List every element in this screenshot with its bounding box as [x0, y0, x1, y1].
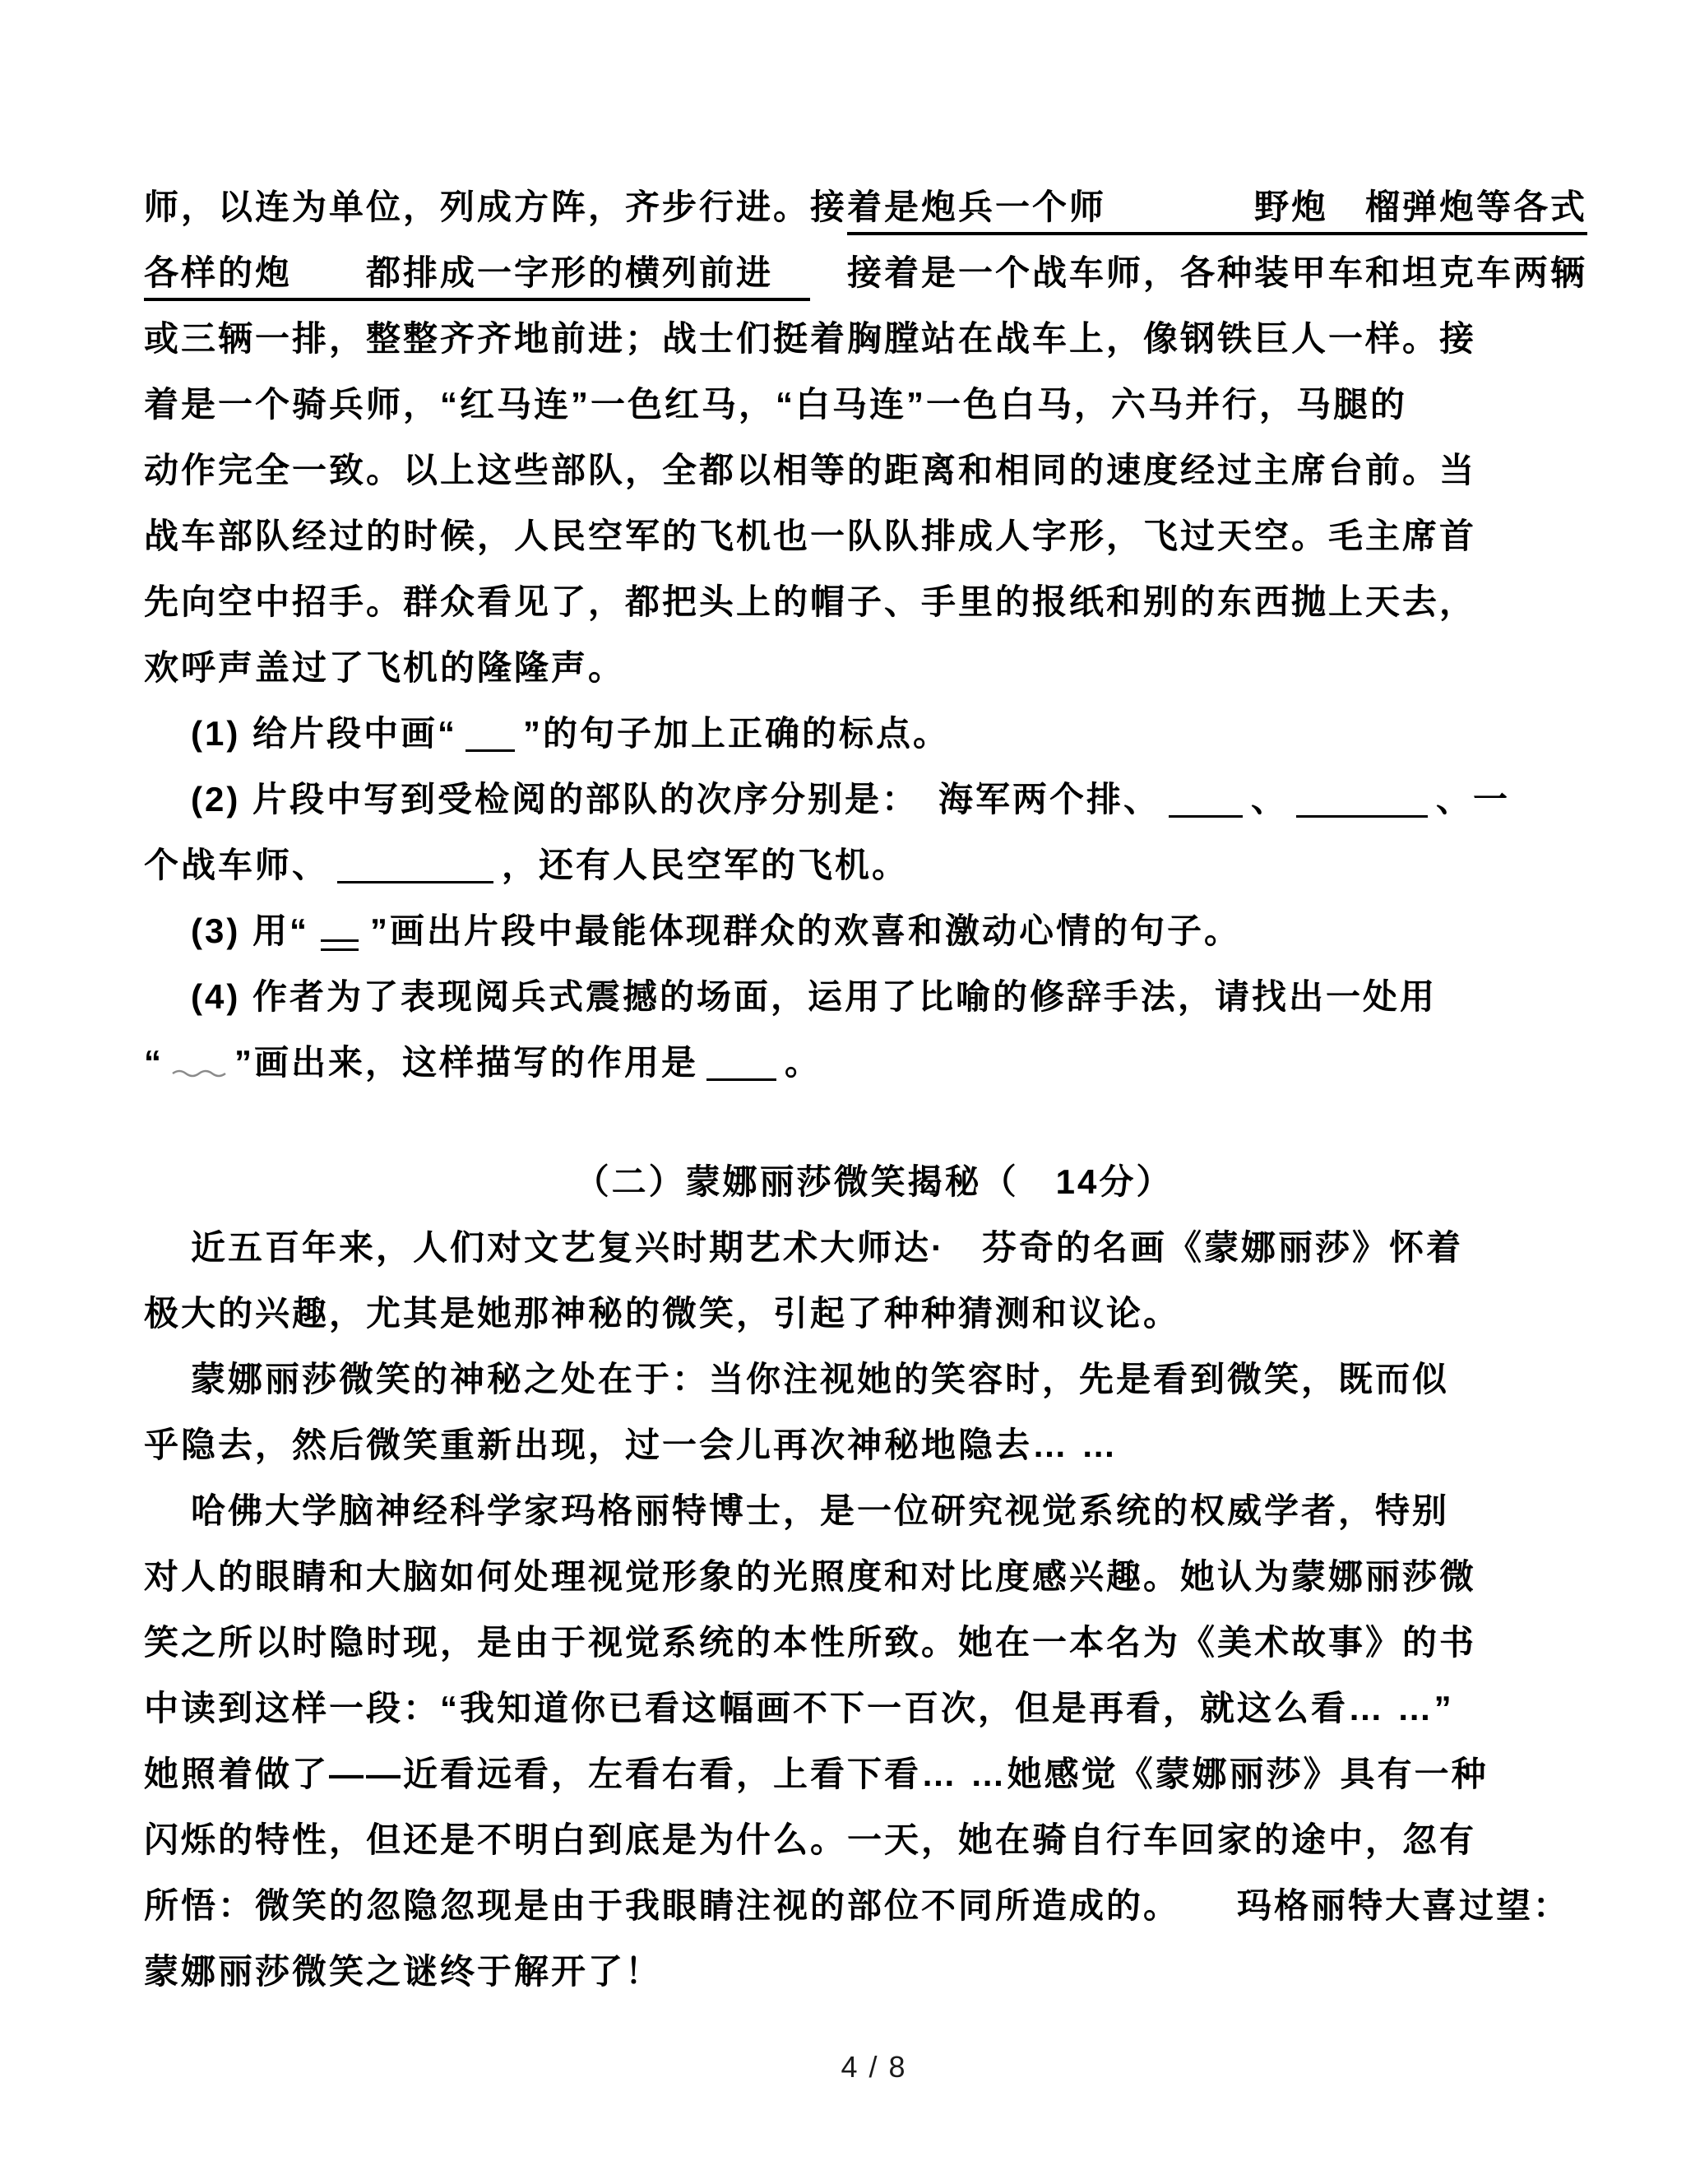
passage2-line: 蒙娜丽莎微笑之谜终于解开了！: [144, 1952, 663, 1991]
passage2-line: 极大的兴趣，尤其是她那神秘的微笑，引起了种种猜测和议论。: [144, 1294, 1181, 1333]
passage-line: [144, 174, 1604, 240]
question-text: “: [144, 1043, 164, 1082]
question-text: 个战车师、: [144, 846, 330, 884]
passage-text: 师，以连为单位，列成方阵，齐步行进。接: [144, 188, 848, 226]
passage2-line: 对人的眼睛和大脑如何处理视觉形象的光照度和对比度感兴趣。她认为蒙娜丽莎微: [144, 1557, 1477, 1596]
passage-line: 或三辆一排，整整齐齐地前进；战士们挺着胸膛站在战车上，像钢铁巨人一样。接: [144, 319, 1477, 358]
question-text: 、: [1436, 780, 1474, 818]
question-2: [144, 767, 1604, 832]
answer-blank: [337, 856, 493, 883]
question-text: 、: [1251, 780, 1289, 818]
question-2-continued: [144, 832, 1604, 898]
wavy-line-mark: [172, 1035, 226, 1101]
passage2-line: 近五百年来，人们对文艺复兴时期艺术大师达· 芬奇的名画《蒙娜丽莎》怀着: [191, 1228, 1463, 1267]
passage-line: 欢呼声盖过了飞机的隆隆声。: [144, 648, 626, 687]
passage-text: 接着是一个战车师，各种装甲车和坦克车两辆: [810, 253, 1588, 292]
section-heading: （二）蒙娜丽莎微笑揭秘（ 14分）: [574, 1162, 1174, 1201]
answer-blank: [466, 725, 515, 752]
question-text: ”画出片段中最能体现群众的欢喜和激动心情的句子。: [370, 911, 1242, 950]
question-text: (3) 用“: [191, 911, 310, 950]
passage2-line: 笑之所以时隐时现，是由于视觉系统的本性所致。她在一本名为《美术故事》的书: [144, 1623, 1477, 1662]
question-4-continued: [144, 1030, 1604, 1096]
answer-blank: [706, 1054, 776, 1081]
underlined-sentence: 各样的炮 都排成一字形的横列前进: [144, 253, 810, 301]
passage2-line: 所悟：微笑的忽隐忽现是由于我眼睛注视的部位不同所造成的。 玛格丽特大喜过望：: [144, 1886, 1571, 1925]
question-text: ”的句子加上正确的标点。: [523, 714, 951, 753]
double-line-mark: [321, 939, 359, 951]
question-text: ，还有人民空军的飞机。: [502, 846, 910, 884]
question-text: (2) 片段中写到受检阅的部队的次序分别是： 海军两个排、: [191, 780, 1161, 818]
passage2-line: 哈佛大学脑神经科学家玛格丽特博士，是一位研究视觉系统的权威学者，特别: [191, 1491, 1450, 1530]
passage2-line: 闪烁的特性，但还是不明白到底是为什么。一天，她在骑自行车回家的途中，忽有: [144, 1820, 1477, 1859]
passage2-line: 她照着做了——近看远看，左看右看，上看下看… …她感觉《蒙娜丽莎》具有一种: [144, 1755, 1489, 1793]
page-number: 4 / 8: [841, 2050, 907, 2084]
question-1: [144, 701, 1604, 767]
question-4: (4) 作者为了表现阅兵式震撼的场面，运用了比喻的修辞手法，请找出一处用: [191, 977, 1438, 1016]
passage-line: 着是一个骑兵师，“红马连”一色红马，“白马连”一色白马，六马并行，马腿的: [144, 385, 1408, 424]
answer-blank: [1296, 791, 1428, 818]
question-text: (1) 给片段中画“: [191, 714, 458, 753]
question-3: [144, 898, 1604, 964]
passage-line: [144, 240, 1604, 306]
passage2-line: 蒙娜丽莎微笑的神秘之处在于：当你注视她的笑容时，先是看到微笑，既而似: [191, 1360, 1450, 1398]
passage2-line: 乎隐去，然后微笑重新出现，过一会儿再次神秘地隐去… …: [144, 1426, 1119, 1464]
answer-blank: [1169, 791, 1243, 818]
question-text: ”画出来，这样描写的作用是: [234, 1043, 699, 1082]
passage2-line: 中读到这样一段：“我知道你已看这幅画不下一百次，但是再看，就这么看… …”: [144, 1689, 1454, 1727]
passage-line: 战车部队经过的时候，人民空军的飞机也一队队排成人字形，飞过天空。毛主席首: [144, 517, 1477, 555]
question-text: 一: [1473, 780, 1511, 818]
question-text: 。: [785, 1043, 822, 1082]
passage-line: 先向空中招手。群众看见了，都把头上的帽子、手里的报纸和别的东西抛上天去，: [144, 582, 1477, 621]
passage-line: 动作完全一致。以上这些部队，全都以相等的距离和相同的速度经过主席台前。当: [144, 451, 1477, 489]
underlined-sentence: 着是炮兵一个师 野炮 榴弹炮等各式: [847, 188, 1587, 235]
